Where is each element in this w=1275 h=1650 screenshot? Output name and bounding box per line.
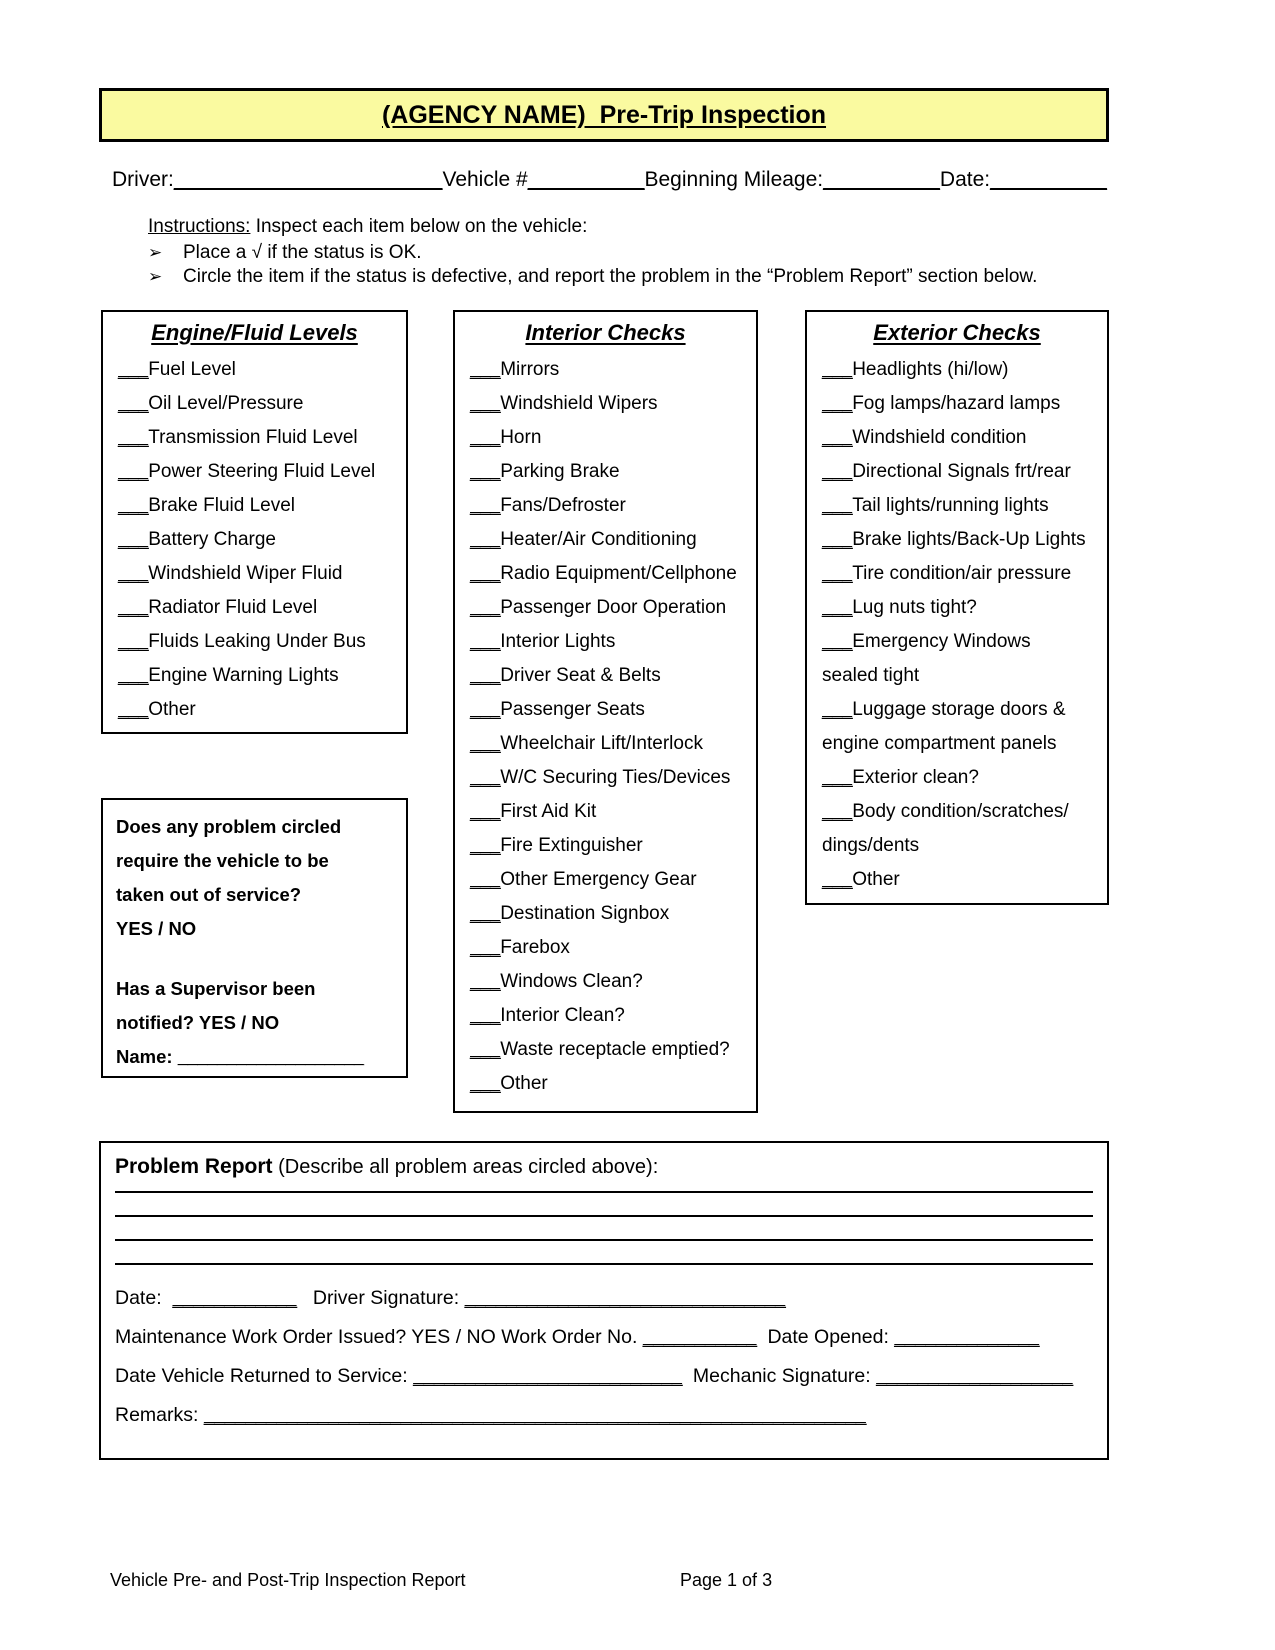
checklist-item-blank[interactable]: ___ bbox=[470, 835, 501, 856]
work-order-number-blank[interactable]: ___________ bbox=[642, 1326, 757, 1348]
checklist-item-label: Windshield Wiper Fluid bbox=[148, 563, 343, 584]
checklist-item-blank[interactable]: ___ bbox=[118, 427, 149, 448]
checklist-item-label: Oil Level/Pressure bbox=[148, 393, 304, 414]
instructions-heading bbox=[148, 216, 1108, 238]
checklist-item-blank[interactable]: ___ bbox=[470, 801, 501, 822]
checklist-item[interactable] bbox=[118, 523, 400, 557]
checklist-item-blank[interactable]: ___ bbox=[470, 1073, 501, 1094]
checklist-item-label: Headlights (hi/low) bbox=[852, 359, 1009, 380]
checklist-item-blank[interactable]: ___ bbox=[118, 393, 149, 414]
checklist-item[interactable] bbox=[822, 761, 1101, 795]
checklist-item-label: Windows Clean? bbox=[500, 971, 643, 992]
work-order-question[interactable]: Maintenance Work Order Issued? YES / NO Work Order No. bbox=[115, 1326, 638, 1348]
checklist-item[interactable] bbox=[118, 455, 400, 489]
checklist-item-blank[interactable]: ___ bbox=[470, 869, 501, 890]
arrow-bullet-icon: ➢ bbox=[148, 267, 163, 286]
vehicle-field-blank[interactable]: __________ bbox=[527, 168, 645, 191]
interior-checks-panel bbox=[453, 310, 758, 1113]
checklist-item-label: Mirrors bbox=[500, 359, 560, 380]
checklist-item[interactable] bbox=[470, 863, 750, 897]
checklist-item-label: Body condition/scratches/ bbox=[852, 801, 1069, 822]
checklist-item-blank[interactable]: ___ bbox=[470, 1005, 501, 1026]
checklist-item[interactable] bbox=[470, 693, 750, 727]
checklist-item-label: Luggage storage doors & bbox=[852, 699, 1066, 720]
pr-date-label: Date: bbox=[115, 1287, 162, 1309]
remarks-row bbox=[115, 1404, 1093, 1427]
footer-document-name: Vehicle Pre- and Post-Trip Inspection Report bbox=[110, 1570, 466, 1590]
driver-info-row bbox=[112, 168, 1112, 192]
checklist-item-blank[interactable]: ___ bbox=[118, 631, 149, 652]
checklist-item-label: Windshield condition bbox=[852, 427, 1027, 448]
checklist-item-blank[interactable]: ___ bbox=[822, 529, 853, 550]
checklist-item-label: Other bbox=[852, 869, 900, 890]
checklist-item[interactable] bbox=[822, 557, 1101, 591]
exterior-checks-list bbox=[807, 353, 1107, 897]
checklist-item[interactable] bbox=[470, 965, 750, 999]
checklist-item-continuation: dings/dents bbox=[822, 835, 920, 856]
checklist-item-blank[interactable]: ___ bbox=[118, 699, 149, 720]
checklist-item-blank[interactable]: ___ bbox=[822, 631, 853, 652]
driver-signature-label: Driver Signature: bbox=[312, 1287, 460, 1309]
page-title: (AGENCY NAME) Pre-Trip Inspection bbox=[381, 100, 827, 129]
checklist-item-label: Directional Signals frt/rear bbox=[852, 461, 1071, 482]
checklist-item-blank[interactable]: ___ bbox=[118, 597, 149, 618]
checklist-item-blank[interactable]: ___ bbox=[118, 495, 149, 516]
checklist-item-blank[interactable]: ___ bbox=[118, 461, 149, 482]
checklist-item-blank[interactable]: ___ bbox=[470, 971, 501, 992]
checklist-item-blank[interactable]: ___ bbox=[470, 597, 501, 618]
problem-report-subtitle: (Describe all problem areas circled above): bbox=[272, 1156, 659, 1178]
checklist-item-label: Power Steering Fluid Level bbox=[148, 461, 376, 482]
supervisor-name-row bbox=[116, 1040, 406, 1074]
checklist-item-label: Radio Equipment/Cellphone bbox=[500, 563, 737, 584]
checklist-item[interactable] bbox=[822, 795, 1101, 829]
checklist-item[interactable] bbox=[470, 931, 750, 965]
checklist-item[interactable] bbox=[822, 625, 1101, 659]
date-opened-blank[interactable]: ______________ bbox=[894, 1326, 1040, 1348]
instruction-bullet bbox=[148, 242, 1108, 264]
checklist-item[interactable] bbox=[470, 353, 750, 387]
date-opened-label: Date Opened: bbox=[767, 1326, 889, 1348]
checklist-item[interactable] bbox=[470, 489, 750, 523]
checklist-item[interactable] bbox=[822, 693, 1101, 727]
checklist-item-blank[interactable]: ___ bbox=[822, 699, 853, 720]
supervisor-yes-no-choice[interactable]: notified? YES / NO bbox=[116, 1012, 280, 1033]
checklist-item[interactable] bbox=[470, 795, 750, 829]
checklist-item[interactable] bbox=[822, 421, 1101, 455]
supervisor-question-line-1: Has a Supervisor been bbox=[116, 978, 316, 999]
instruction-bullet-text: Circle the item if the status is defective, and report the problem in the “Problem Report” section below. bbox=[183, 266, 1038, 287]
mileage-field-blank[interactable]: __________ bbox=[823, 168, 940, 191]
remarks-label: Remarks: bbox=[115, 1404, 199, 1426]
driver-label: Driver: bbox=[112, 168, 174, 191]
checklist-item-blank[interactable]: ___ bbox=[470, 699, 501, 720]
checklist-item-blank[interactable]: ___ bbox=[822, 869, 853, 890]
checklist-item-blank[interactable]: ___ bbox=[470, 733, 501, 754]
checklist-item-blank[interactable]: ___ bbox=[470, 563, 501, 584]
problem-report-panel bbox=[99, 1141, 1109, 1460]
checklist-item-blank[interactable]: ___ bbox=[822, 359, 853, 380]
oos-question-line-1: Does any problem circled bbox=[116, 816, 342, 837]
checklist-item-blank[interactable]: ___ bbox=[822, 461, 853, 482]
checklist-item-blank[interactable]: ___ bbox=[470, 359, 501, 380]
problem-report-line[interactable] bbox=[115, 1239, 1093, 1241]
checklist-item[interactable] bbox=[822, 353, 1101, 387]
supervisor-name-label: Name: bbox=[116, 1046, 173, 1067]
checklist-item[interactable] bbox=[470, 659, 750, 693]
checklist-item-label: Tire condition/air pressure bbox=[852, 563, 1072, 584]
checklist-item-label: Fluids Leaking Under Bus bbox=[148, 631, 366, 652]
pr-date-blank[interactable]: ____________ bbox=[172, 1287, 297, 1309]
checklist-item-label: Fans/Defroster bbox=[500, 495, 626, 516]
checklist-item-blank[interactable]: ___ bbox=[118, 665, 149, 686]
checklist-item-label: Wheelchair Lift/Interlock bbox=[500, 733, 703, 754]
exterior-checks-panel bbox=[805, 310, 1109, 905]
checklist-item-label: Radiator Fluid Level bbox=[148, 597, 318, 618]
checklist-item[interactable] bbox=[470, 387, 750, 421]
checklist-item-blank[interactable]: ___ bbox=[470, 903, 501, 924]
checklist-item-blank[interactable]: ___ bbox=[470, 631, 501, 652]
checklist-item-continuation: sealed tight bbox=[822, 665, 920, 686]
remarks-blank[interactable]: ________________________________________________________________ bbox=[203, 1404, 866, 1426]
checklist-item[interactable] bbox=[118, 693, 400, 727]
mechanic-signature-blank[interactable]: ___________________ bbox=[876, 1365, 1073, 1387]
checklist-item-label: Lug nuts tight? bbox=[852, 597, 977, 618]
mileage-label: Beginning Mileage: bbox=[644, 168, 824, 191]
checklist-item[interactable] bbox=[118, 421, 400, 455]
checklist-item-label: Other bbox=[500, 1073, 548, 1094]
checklist-item[interactable] bbox=[822, 863, 1101, 897]
driver-field-blank[interactable]: _______________________ bbox=[173, 168, 443, 191]
checklist-item[interactable] bbox=[118, 591, 400, 625]
returned-to-service-row bbox=[115, 1365, 1093, 1388]
checklist-item-label: Horn bbox=[500, 427, 542, 448]
checklist-item-blank[interactable]: ___ bbox=[118, 359, 149, 380]
instructions-block bbox=[148, 216, 1108, 290]
engine-fluid-levels-list bbox=[103, 353, 406, 727]
footer-page-number: Page 1 of 3 bbox=[680, 1570, 773, 1590]
date-label: Date: bbox=[939, 168, 991, 191]
problem-report-date-signature-row bbox=[115, 1287, 1093, 1310]
checklist-item-blank[interactable]: ___ bbox=[470, 495, 501, 516]
checklist-item-blank[interactable]: ___ bbox=[822, 427, 853, 448]
checklist-item[interactable] bbox=[822, 455, 1101, 489]
checklist-item-blank[interactable]: ___ bbox=[470, 393, 501, 414]
checklist-item-continuation: engine compartment panels bbox=[822, 733, 1057, 754]
checklist-item[interactable] bbox=[118, 625, 400, 659]
checklist-item-blank[interactable]: ___ bbox=[470, 767, 501, 788]
checklist-item-blank[interactable]: ___ bbox=[470, 529, 501, 550]
checklist-item-blank[interactable]: ___ bbox=[470, 1039, 501, 1060]
checklist-item[interactable] bbox=[470, 421, 750, 455]
checklist-item[interactable] bbox=[470, 523, 750, 557]
form-title-banner bbox=[99, 88, 1109, 142]
problem-report-title: Problem Report bbox=[115, 1155, 273, 1178]
checklist-item-label: Exterior clean? bbox=[852, 767, 979, 788]
checklist-item-label: Windshield Wipers bbox=[500, 393, 658, 414]
checklist-item-blank[interactable]: ___ bbox=[470, 461, 501, 482]
checklist-item-label: Fuel Level bbox=[148, 359, 236, 380]
checklist-item-label: Passenger Seats bbox=[500, 699, 645, 720]
instruction-bullet bbox=[148, 266, 1108, 288]
problem-report-line[interactable] bbox=[115, 1191, 1093, 1193]
checklist-item-label: Parking Brake bbox=[500, 461, 620, 482]
arrow-bullet-icon: ➢ bbox=[148, 243, 163, 262]
checklist-item[interactable] bbox=[470, 625, 750, 659]
checklist-item[interactable] bbox=[822, 591, 1101, 625]
checklist-item[interactable] bbox=[470, 557, 750, 591]
checklist-item[interactable] bbox=[118, 353, 400, 387]
checklist-item-blank[interactable]: ___ bbox=[822, 597, 853, 618]
checklist-item[interactable] bbox=[118, 489, 400, 523]
checklist-item-label: Passenger Door Operation bbox=[500, 597, 727, 618]
checklist-item[interactable] bbox=[470, 897, 750, 931]
instructions-label: Instructions: bbox=[148, 216, 251, 237]
checklist-item-label: Farebox bbox=[500, 937, 570, 958]
checklist-item-blank[interactable]: ___ bbox=[470, 937, 501, 958]
checklist-item-label: Brake Fluid Level bbox=[148, 495, 295, 516]
checklist-item-label: Engine Warning Lights bbox=[148, 665, 339, 686]
checklist-item[interactable] bbox=[470, 455, 750, 489]
checklist-item-label: Heater/Air Conditioning bbox=[500, 529, 697, 550]
instruction-bullet-text: Place a √ if the status is OK. bbox=[183, 242, 422, 263]
checklist-item[interactable] bbox=[118, 659, 400, 693]
oos-question-line-3: taken out of service? bbox=[116, 884, 302, 905]
checklist-item[interactable] bbox=[470, 1067, 750, 1101]
checklist-item-blank[interactable]: ___ bbox=[822, 393, 853, 414]
checklist-item-label: W/C Securing Ties/Devices bbox=[500, 767, 731, 788]
checklist-item-label: Brake lights/Back-Up Lights bbox=[852, 529, 1086, 550]
returned-to-service-label: Date Vehicle Returned to Service: bbox=[115, 1365, 408, 1387]
checklist-item-label: Emergency Windows bbox=[852, 631, 1031, 652]
checklist-item-label: Waste receptacle emptied? bbox=[500, 1039, 730, 1060]
checklist-item[interactable] bbox=[822, 387, 1101, 421]
checklist-item[interactable] bbox=[470, 591, 750, 625]
checklist-item[interactable] bbox=[470, 999, 750, 1033]
problem-report-write-in-lines[interactable] bbox=[115, 1191, 1093, 1265]
checklist-item-blank[interactable]: ___ bbox=[822, 767, 853, 788]
checklist-item[interactable] bbox=[822, 523, 1101, 557]
problem-report-line[interactable] bbox=[115, 1215, 1093, 1217]
checklist-item-label: Other bbox=[148, 699, 196, 720]
spacer bbox=[116, 946, 406, 972]
oos-question-line-2: require the vehicle to be bbox=[116, 850, 329, 871]
checklist-item-label: Other Emergency Gear bbox=[500, 869, 697, 890]
vehicle-label: Vehicle # bbox=[442, 168, 528, 191]
checklist-item-label: Destination Signbox bbox=[500, 903, 670, 924]
checklist-item[interactable] bbox=[118, 387, 400, 421]
interior-checks-list bbox=[455, 353, 756, 1101]
checklist-item-label: Tail lights/running lights bbox=[852, 495, 1049, 516]
checklist-item-blank[interactable]: ___ bbox=[118, 563, 149, 584]
checklist-item-blank[interactable]: ___ bbox=[470, 427, 501, 448]
driver-signature-blank[interactable]: _______________________________ bbox=[464, 1287, 786, 1309]
interior-checks-title: Interior Checks bbox=[525, 320, 686, 345]
checklist-item-label: Interior Lights bbox=[500, 631, 616, 652]
instructions-heading-text: Inspect each item below on the vehicle: bbox=[250, 216, 588, 237]
checklist-item[interactable] bbox=[470, 829, 750, 863]
supervisor-name-blank[interactable]: ___________________ bbox=[177, 1046, 364, 1067]
mechanic-signature-label: Mechanic Signature: bbox=[692, 1365, 871, 1387]
checklist-item[interactable] bbox=[822, 489, 1101, 523]
checklist-item-label: Fog lamps/hazard lamps bbox=[852, 393, 1061, 414]
checklist-item-label: First Aid Kit bbox=[500, 801, 597, 822]
checklist-item-blank[interactable]: ___ bbox=[118, 529, 149, 550]
checklist-item-blank[interactable]: ___ bbox=[822, 563, 853, 584]
work-order-row bbox=[115, 1326, 1093, 1349]
problem-report-heading bbox=[115, 1155, 1093, 1179]
checklist-item-label: Interior Clean? bbox=[500, 1005, 625, 1026]
engine-fluid-levels-title: Engine/Fluid Levels bbox=[151, 320, 358, 345]
checklist-item-label: Battery Charge bbox=[148, 529, 276, 550]
date-field-blank[interactable]: __________ bbox=[990, 168, 1107, 191]
checklist-item[interactable] bbox=[470, 1033, 750, 1067]
returned-to-service-blank[interactable]: __________________________ bbox=[413, 1365, 683, 1387]
problem-report-line[interactable] bbox=[115, 1263, 1093, 1265]
exterior-checks-title: Exterior Checks bbox=[873, 320, 1041, 345]
checklist-item-label: Transmission Fluid Level bbox=[148, 427, 358, 448]
checklist-item-blank[interactable]: ___ bbox=[822, 801, 853, 822]
checklist-item[interactable] bbox=[470, 727, 750, 761]
checklist-item[interactable] bbox=[118, 557, 400, 591]
checklist-item-blank[interactable]: ___ bbox=[470, 665, 501, 686]
engine-fluid-levels-panel bbox=[101, 310, 408, 734]
checklist-item-label: Fire Extinguisher bbox=[500, 835, 643, 856]
oos-yes-no-choice[interactable]: YES / NO bbox=[116, 918, 197, 939]
checklist-item[interactable] bbox=[470, 761, 750, 795]
out-of-service-question-panel bbox=[101, 798, 408, 1078]
checklist-item-blank[interactable]: ___ bbox=[822, 495, 853, 516]
checklist-item-label: Driver Seat & Belts bbox=[500, 665, 661, 686]
